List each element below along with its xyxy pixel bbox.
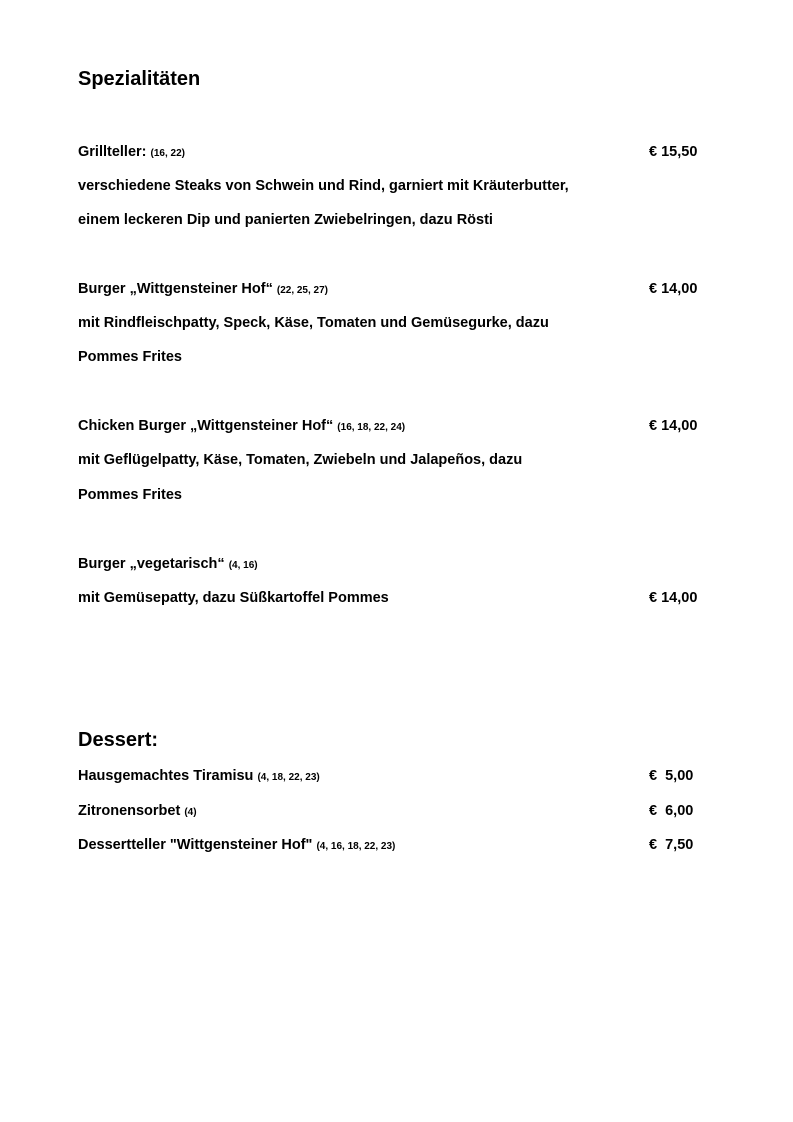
menu-item-allergens: (4, 16) <box>228 560 258 571</box>
menu-item-description: mit Gemüsepatty, dazu Süßkartoffel Pommes <box>78 590 389 606</box>
menu-item-description: einem leckeren Dip und panierten Zwiebelringen, dazu Rösti <box>78 212 493 228</box>
menu-item-chicken-burger-title <box>78 417 405 437</box>
menu-item-name: Burger „vegetarisch“ <box>78 556 225 572</box>
menu-item-price: € 14,00 <box>649 418 698 434</box>
menu-item-description: Pommes Frites <box>78 487 182 503</box>
menu-item-allergens: (16, 22) <box>150 148 185 159</box>
menu-item-name: Hausgemachtes Tiramisu <box>78 768 254 784</box>
menu-item-name: Burger „Wittgensteiner Hof“ <box>78 281 273 297</box>
menu-item-allergens: (4, 16, 18, 22, 23) <box>316 841 396 852</box>
dessert-item-zitronensorbet <box>78 802 197 822</box>
specials-heading: Spezialitäten <box>78 68 201 90</box>
menu-item-price: € 14,00 <box>649 281 698 297</box>
menu-item-description: Pommes Frites <box>78 349 182 365</box>
menu-item-price: € 15,50 <box>649 144 698 160</box>
menu-item-price: € 14,00 <box>649 590 698 606</box>
dessert-heading: Dessert: <box>78 729 159 751</box>
menu-item-name: Dessertteller "Wittgensteiner Hof" <box>78 837 313 853</box>
menu-item-allergens: (4) <box>184 807 197 818</box>
menu-item-price: € 6,00 <box>649 803 694 819</box>
menu-item-price: € 5,00 <box>649 768 694 784</box>
menu-item-description: mit Geflügelpatty, Käse, Tomaten, Zwiebeln und Jalapeños, dazu <box>78 452 523 468</box>
dessert-item-tiramisu <box>78 767 320 787</box>
menu-item-allergens: (4, 18, 22, 23) <box>257 772 320 783</box>
menu-item-name: Chicken Burger „Wittgensteiner Hof“ <box>78 418 334 434</box>
dessert-item-dessertteller <box>78 836 395 856</box>
menu-item-burger-title <box>78 280 328 300</box>
menu-item-description: mit Rindfleischpatty, Speck, Käse, Tomaten und Gemüsegurke, dazu <box>78 315 549 331</box>
menu-item-grillteller-title <box>78 143 185 163</box>
menu-item-description: verschiedene Steaks von Schwein und Rind, garniert mit Kräuterbutter, <box>78 178 569 194</box>
menu-item-price: € 7,50 <box>649 837 694 853</box>
menu-item-allergens: (22, 25, 27) <box>276 285 329 296</box>
menu-item-name: Zitronensorbet <box>78 803 181 819</box>
menu-item-veggie-burger-title <box>78 555 258 575</box>
menu-item-allergens: (16, 18, 22, 24) <box>337 422 406 433</box>
menu-item-name: Grillteller: <box>78 144 147 160</box>
